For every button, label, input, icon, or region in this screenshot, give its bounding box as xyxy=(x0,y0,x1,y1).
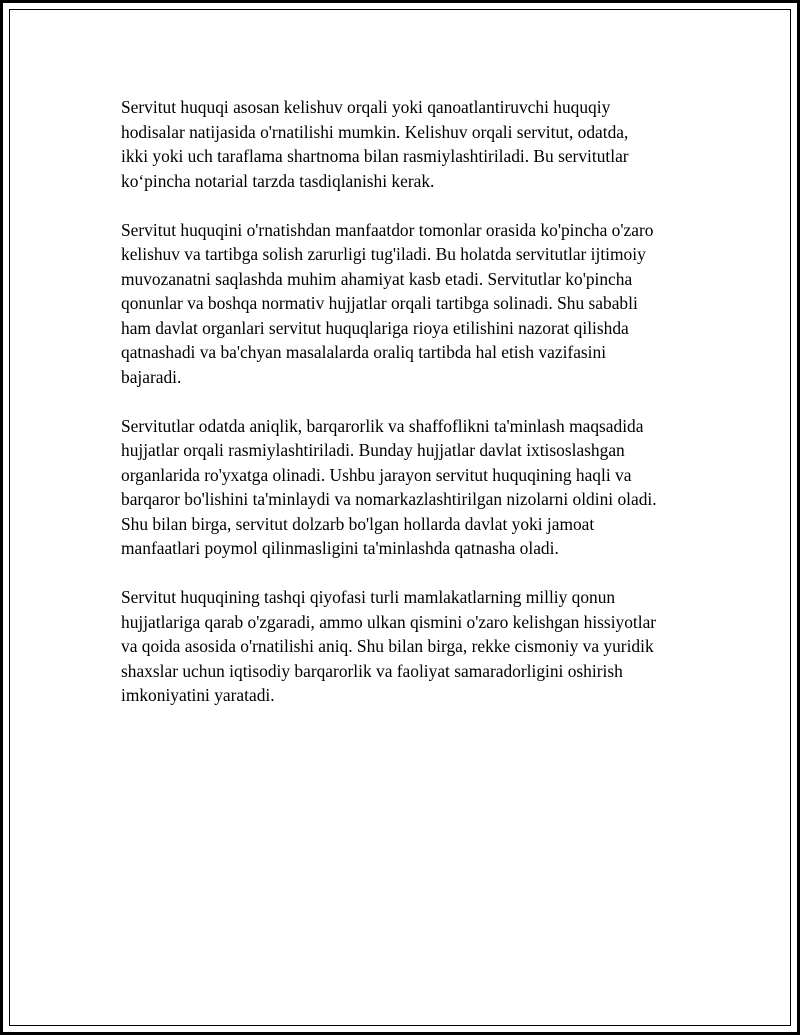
paragraph-line: barqaror bo'lishini ta'minlaydi va nomarkazlashtirilgan nizolarni oldini oladi. xyxy=(121,489,657,509)
paragraph-line: organlarida ro'yxatga olinadi. Ushbu jarayon servitut huquqining haqli va xyxy=(121,464,632,485)
paragraph-line: hujjatlariga qarab o'zgaradi, ammo ulkan qismini o'zaro kelishgan hissiyotlar xyxy=(121,611,657,632)
paragraph-line: Servitut huquqini o'rnatishdan manfaatdor tomonlar orasida ko'pincha o'zaro xyxy=(121,219,654,240)
paragraph-line: ham davlat organlari servitut huquqlariga rioya etilishini nazorat qilishda xyxy=(121,317,629,338)
paragraph-line: qonunlar va boshqa normativ hujjatlar orqali tartibga solinadi. Shu sababli xyxy=(121,293,638,313)
paragraph-line: bajaradi. xyxy=(121,366,182,387)
paragraph-line: kelishuv va tartibga solish zarurligi tug'iladi. Bu holatda servitutlar ijtimoiy xyxy=(121,244,646,264)
paragraph-line: shaxslar uchun iqtisodiy barqarorlik va faoliyat samaradorligini oshirish xyxy=(121,660,623,681)
paragraph-line: Servitut huquqining tashqi qiyofasi turli mamlakatlarning milliy qonun xyxy=(121,587,616,607)
paragraph-line: hodisalar natijasida o'rnatilishi mumkin. Kelishuv orqali servitut, odatda, xyxy=(121,121,629,142)
paragraph-line: ikki yoki uch taraflama shartnoma bilan rasmiylashtiriladi. Bu servitutlar xyxy=(121,146,629,166)
paragraph-line: qatnashadi va ba'chyan masalalarda oraliq tartibda hal etish vazifasini xyxy=(121,342,607,362)
paragraph-line: manfaatlari poymol qilinmasligini ta'minlashda qatnasha oladi. xyxy=(121,538,559,558)
paragraph-line: Servitut huquqi asosan kelishuv orqali yoki qanoatlantiruvchi huquqiy xyxy=(121,97,611,117)
paragraph-2 xyxy=(121,218,711,390)
paragraph-4 xyxy=(121,585,711,708)
paragraph-line: Shu bilan birga, servitut dolzarb bo'lgan hollarda davlat yoki jamoat xyxy=(121,513,595,534)
paragraph-line: muvozanatni saqlashda muhim ahamiyat kasb etadi. Servitutlar ko'pincha xyxy=(121,268,633,289)
paragraph-1 xyxy=(121,95,711,193)
paragraph-line: koʻpincha notarial tarzda tasdiqlanishi kerak. xyxy=(121,170,435,191)
paragraph-line: imkoniyatini yaratadi. xyxy=(121,685,275,705)
paragraph-line: Servitutlar odatda aniqlik, barqarorlik va shaffoflikni ta'minlash maqsadida xyxy=(121,415,644,436)
paragraph-3 xyxy=(121,414,711,561)
document-body xyxy=(121,95,711,732)
paragraph-line: va qoida asosida o'rnatilishi aniq. Shu bilan birga, rekke cismoniy va yuridik xyxy=(121,636,654,656)
paragraph-line: hujjatlar orqali rasmiylashtiriladi. Bunday hujjatlar davlat ixtisoslashgan xyxy=(121,440,625,460)
